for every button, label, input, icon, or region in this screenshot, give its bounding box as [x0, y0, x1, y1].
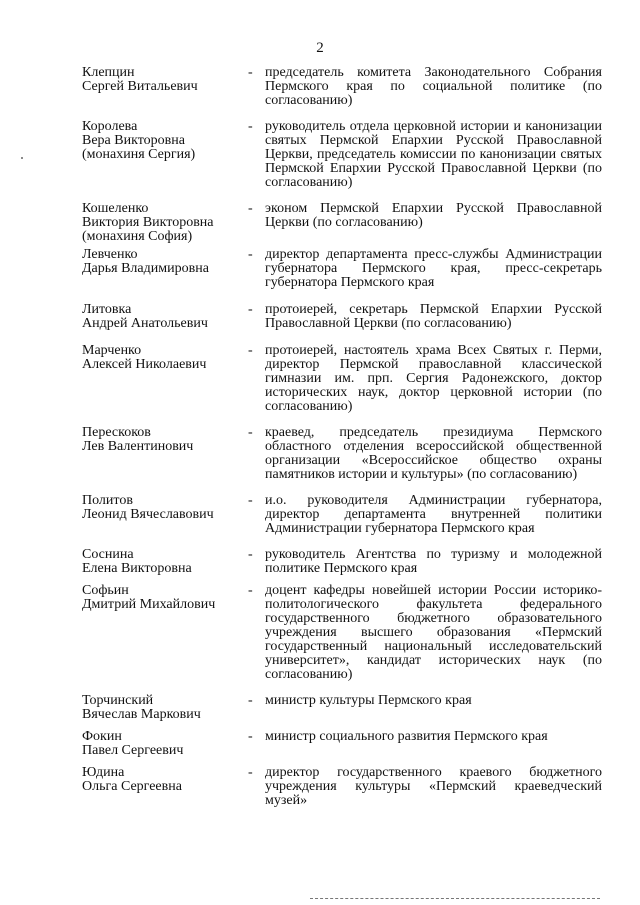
member-surname: Марченко: [82, 343, 142, 358]
member-given-names: Елена Викторовна: [82, 561, 192, 576]
member-entry: [82, 303, 602, 331]
member-entry: [82, 730, 602, 758]
dash-separator: -: [248, 765, 253, 780]
member-surname: Фокин: [82, 729, 122, 744]
member-surname: Торчинский: [82, 693, 154, 708]
member-monastic-name: (монахиня София): [82, 229, 193, 244]
member-entry: [82, 202, 602, 244]
member-role: и.о. руководителя Администрации губернатора, директор департамента внутренней политики Администрации губернатора Пермского края: [265, 493, 602, 536]
member-role: руководитель Агентства по туризму и молодежной политике Пермского края: [265, 547, 602, 576]
dash-separator: -: [248, 65, 253, 80]
member-surname: Литовка: [82, 302, 132, 317]
dash-separator: -: [248, 302, 253, 317]
member-given-names: Алексей Николаевич: [82, 357, 207, 372]
member-given-names: Лев Валентинович: [82, 439, 194, 454]
member-role: министр социального развития Пермского края: [265, 729, 548, 744]
member-role: доцент кафедры новейшей истории России историко-политологического факультета федерального государственного бюджетного образовательного учреждения высшего образования «Пермский государственный национальный исследовательский университет», кандидат исторических наук (по согласованию): [265, 583, 602, 682]
scan-speck: [21, 157, 23, 159]
dash-separator: -: [248, 547, 253, 562]
member-surname: Королева: [82, 119, 138, 134]
member-role: директор государственного краевого бюджетного учреждения культуры «Пермский краеведческий музей»: [265, 765, 602, 808]
member-surname: Юдина: [82, 765, 125, 780]
member-role: руководитель отдела церковной истории и канонизации святых Пермской Епархии Русской Православной Церкви, председатель комиссии по канонизации святых Пермской Епархии Русской Православной Церкви (по согласованию): [265, 119, 602, 190]
dash-separator: -: [248, 343, 253, 358]
member-given-names: Андрей Анатольевич: [82, 316, 208, 331]
member-list: [82, 66, 602, 808]
dash-separator: -: [248, 583, 253, 598]
member-given-names: Вячеслав Маркович: [82, 707, 201, 722]
member-name: [82, 344, 248, 414]
member-entry: [82, 426, 602, 482]
member-role: краевед, председатель президиума Пермского областного отделения всероссийской общественной организации «Всероссийское общество охраны памятников истории и культуры» (по согласованию): [265, 425, 602, 482]
member-entry: [82, 766, 602, 808]
member-role: протоиерей, секретарь Пермской Епархии Русской Православной Церкви (по согласованию): [265, 302, 602, 331]
member-name: [82, 202, 248, 244]
member-entry: [82, 584, 602, 682]
member-name: [82, 584, 248, 682]
member-surname: Перескоков: [82, 425, 151, 440]
dash-separator: -: [248, 693, 253, 708]
member-surname: Соснина: [82, 547, 134, 562]
member-role: директор департамента пресс-службы Администрации губернатора Пермского края, пресс-секретарь губернатора Пермского края: [265, 247, 602, 290]
member-surname: Левченко: [82, 247, 138, 262]
scan-edge-line: [310, 898, 600, 899]
member-given-names: Сергей Витальевич: [82, 79, 198, 94]
member-role: председатель комитета Законодательного Собрания Пермского края по социальной политике (по согласованию): [265, 65, 602, 108]
member-name: [82, 248, 248, 290]
member-surname: Политов: [82, 493, 133, 508]
member-surname: Клепцин: [82, 65, 135, 80]
member-role: эконом Пермской Епархии Русской Православной Церкви (по согласованию): [265, 201, 602, 230]
member-surname: Кошеленко: [82, 201, 149, 216]
member-entry: [82, 248, 602, 290]
member-given-names: Виктория Викторовна: [82, 215, 214, 230]
member-name: [82, 730, 248, 758]
member-name: [82, 66, 248, 108]
member-given-names: Дарья Владимировна: [82, 261, 209, 276]
member-given-names: Павел Сергеевич: [82, 743, 184, 758]
member-given-names: Леонид Вячеславович: [82, 507, 214, 522]
member-surname: Софьин: [82, 583, 129, 598]
member-given-names: Дмитрий Михайлович: [82, 597, 216, 612]
member-role: министр культуры Пермского края: [265, 693, 472, 708]
member-entry: [82, 120, 602, 190]
dash-separator: -: [248, 201, 253, 216]
member-name: [82, 548, 248, 576]
member-name: [82, 694, 248, 722]
dash-separator: -: [248, 729, 253, 744]
member-name: [82, 303, 248, 331]
member-name: [82, 120, 248, 190]
page-number: 2: [316, 40, 324, 56]
dash-separator: -: [248, 493, 253, 508]
member-name: [82, 766, 248, 808]
member-name: [82, 426, 248, 482]
member-entry: [82, 494, 602, 536]
dash-separator: -: [248, 425, 253, 440]
member-name: [82, 494, 248, 536]
member-entry: [82, 548, 602, 576]
member-entry: [82, 66, 602, 108]
member-monastic-name: (монахиня Сергия): [82, 147, 196, 162]
member-entry: [82, 694, 602, 722]
member-role: протоиерей, настоятель храма Всех Святых г. Перми, директор Пермской православной классической гимназии им. прп. Сергия Радонежского, доктор исторических наук, доктор церковной истории (по согласованию): [265, 343, 602, 414]
dash-separator: -: [248, 247, 253, 262]
dash-separator: -: [248, 119, 253, 134]
member-entry: [82, 344, 602, 414]
member-given-names: Ольга Сергеевна: [82, 779, 182, 794]
member-given-names: Вера Викторовна: [82, 133, 185, 148]
